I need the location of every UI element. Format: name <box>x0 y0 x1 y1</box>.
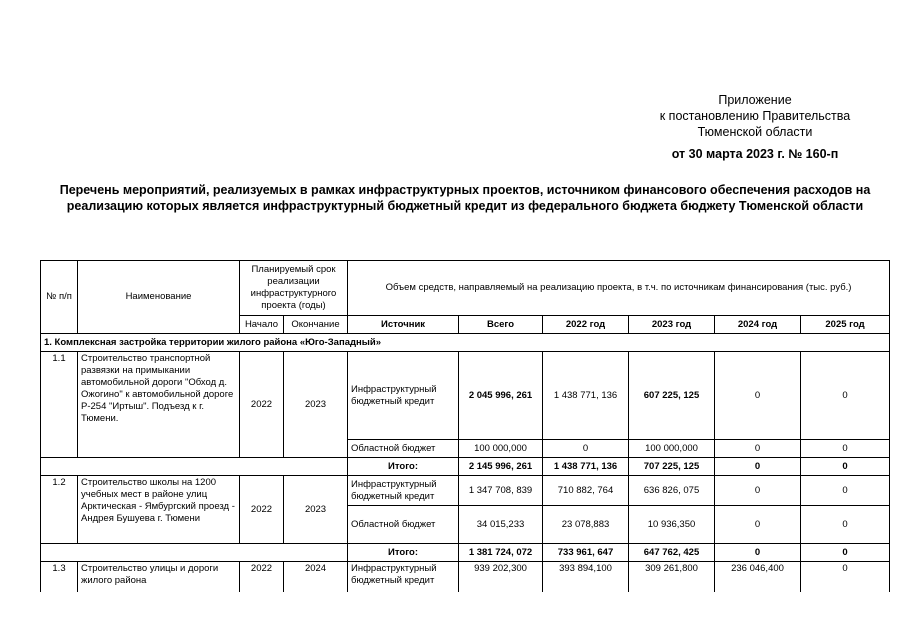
cell-total: 2 145 996, 261 <box>459 458 543 476</box>
cell-2024: 0 <box>715 440 801 458</box>
row-end: 2023 <box>284 476 348 544</box>
cell-2025: 0 <box>801 506 890 544</box>
cell-total: 1 381 724, 072 <box>459 544 543 562</box>
cell-2024: 0 <box>715 458 801 476</box>
projects-table <box>40 260 890 592</box>
source-label: Инфраструктурный бюджетный кредит <box>348 562 459 592</box>
row-name: Строительство улицы и дороги жилого района <box>78 562 240 592</box>
row-num: 1.3 <box>41 562 78 592</box>
cell-2022: 1 438 771, 136 <box>543 352 629 440</box>
cell-total: 2 045 996, 261 <box>459 352 543 440</box>
header-end: Окончание <box>284 316 348 334</box>
cell-2024: 0 <box>715 544 801 562</box>
cell-2022: 0 <box>543 440 629 458</box>
cell-2023: 636 826, 075 <box>629 476 715 506</box>
header-start: Начало <box>240 316 284 334</box>
decree-reference: к постановлению Правительства <box>659 109 851 123</box>
decree-date: от 30 марта 2023 г. № 160-п <box>671 147 839 161</box>
cell-2022: 23 078,883 <box>543 506 629 544</box>
header-period: Планируемый срок реализации инфраструктурного проекта (годы) <box>240 261 348 316</box>
cell-2025: 0 <box>801 562 890 592</box>
total-row <box>41 544 890 562</box>
table-row <box>41 562 890 592</box>
cell-2024: 0 <box>715 506 801 544</box>
appendix-label: Приложение <box>718 93 792 107</box>
row-start: 2022 <box>240 562 284 592</box>
total-row <box>41 458 890 476</box>
row-name: Строительство школы на 1200 учебных мест в районе улиц Арктическая - Ямбургский проезд - Андрея Бушуева г. Тюмени <box>78 476 240 544</box>
source-label: Инфраструктурный бюджетный кредит <box>348 476 459 506</box>
table-row <box>41 352 890 440</box>
header-2022: 2022 год <box>543 316 629 334</box>
header-funds: Объем средств, направляемый на реализацию проекта, в т.ч. по источникам финансирования (тыс. руб.) <box>348 261 890 316</box>
cell-total: 939 202,300 <box>459 562 543 592</box>
row-end: 2024 <box>284 562 348 592</box>
source-label: Областной бюджет <box>348 506 459 544</box>
total-label: Итого: <box>348 544 459 562</box>
header-2023: 2023 год <box>629 316 715 334</box>
header-total: Всего <box>459 316 543 334</box>
row-end: 2023 <box>284 352 348 458</box>
cell-2023: 647 762, 425 <box>629 544 715 562</box>
row-start: 2022 <box>240 476 284 544</box>
row-num: 1.1 <box>41 352 78 458</box>
document-title: Перечень мероприятий, реализуемых в рамках инфраструктурных проектов, источником финансового обеспечения расходов на реализацию которых является инфраструктурный бюджетный кредит из федерального бюджета бюджету Тюменской области <box>59 183 871 213</box>
cell-2025: 0 <box>801 476 890 506</box>
cell-2023: 10 936,350 <box>629 506 715 544</box>
header-source: Источник <box>348 316 459 334</box>
cell-2025: 0 <box>801 352 890 440</box>
source-label: Областной бюджет <box>348 440 459 458</box>
header-num: № п/п <box>41 261 78 334</box>
cell-2023: 309 261,800 <box>629 562 715 592</box>
cell-2024: 0 <box>715 352 801 440</box>
cell-2023: 100 000,000 <box>629 440 715 458</box>
cell-2024: 0 <box>715 476 801 506</box>
cell-total: 34 015,233 <box>459 506 543 544</box>
table-header-row <box>41 261 890 316</box>
header-name: Наименование <box>78 261 240 334</box>
cell-2022: 1 438 771, 136 <box>543 458 629 476</box>
header-2024: 2024 год <box>715 316 801 334</box>
cell-total: 100 000,000 <box>459 440 543 458</box>
cell-total: 1 347 708, 839 <box>459 476 543 506</box>
cell-2023: 707 225, 125 <box>629 458 715 476</box>
section-title: 1. Комплексная застройка территории жилого района «Юго-Западный» <box>41 334 890 352</box>
cell-2025: 0 <box>801 458 890 476</box>
cell-2022: 710 882, 764 <box>543 476 629 506</box>
source-label: Инфраструктурный бюджетный кредит <box>348 352 459 440</box>
row-start: 2022 <box>240 352 284 458</box>
cell-2022: 393 894,100 <box>543 562 629 592</box>
cell-2025: 0 <box>801 544 890 562</box>
section-row <box>41 334 890 352</box>
cell-2022: 733 961, 647 <box>543 544 629 562</box>
cell-2025: 0 <box>801 440 890 458</box>
cell-2024: 236 046,400 <box>715 562 801 592</box>
region-name: Тюменской области <box>697 125 813 139</box>
header-2025: 2025 год <box>801 316 890 334</box>
row-name: Строительство транспортной развязки на примыкании автомобильной дороги "Обход д. Ожогино" к автомобильной дороге Р-254 "Иртыш". Подъезд к г. Тюмени. <box>78 352 240 458</box>
table-row <box>41 476 890 506</box>
total-label: Итого: <box>348 458 459 476</box>
document-header <box>600 92 905 162</box>
row-num: 1.2 <box>41 476 78 544</box>
cell-2023: 607 225, 125 <box>629 352 715 440</box>
